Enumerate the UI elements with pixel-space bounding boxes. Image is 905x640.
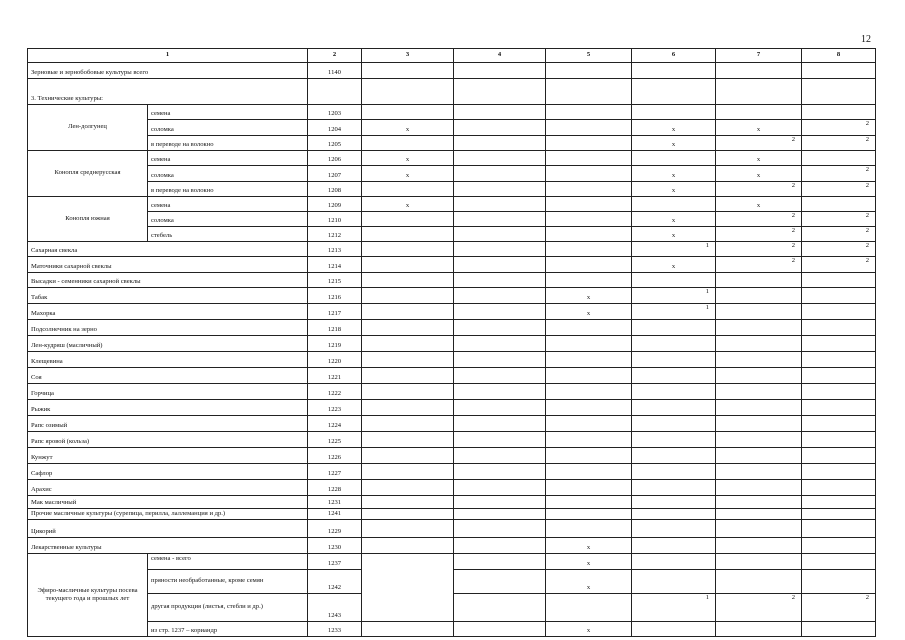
sub-label: соломка <box>148 212 308 227</box>
header-row <box>28 49 876 63</box>
header-col-6: 6 <box>632 49 716 63</box>
table-row <box>28 416 876 432</box>
cell-mark: 2 <box>716 594 802 622</box>
row-code: 1210 <box>308 212 362 227</box>
cell-mark: x <box>632 182 716 197</box>
row-code: 1205 <box>308 136 362 151</box>
cell-mark: x <box>716 120 802 136</box>
sub-label: семена <box>148 151 308 166</box>
row-label: Соя <box>28 368 308 384</box>
table-row <box>28 105 876 120</box>
table-row <box>28 448 876 464</box>
row-label: Табак <box>28 288 308 304</box>
row-code: 1229 <box>308 520 362 538</box>
sub-label: семена <box>148 197 308 212</box>
table-row <box>28 336 876 352</box>
header-col-4: 4 <box>454 49 546 63</box>
table-row <box>28 554 876 570</box>
sub-label: из стр. 1237 – кориандр <box>148 622 308 637</box>
cell-mark: x <box>362 120 454 136</box>
cell-mark: x <box>716 197 802 212</box>
row-code: 1221 <box>308 368 362 384</box>
row-label: Прочие масличные культуры (сурепица, перилла, лаллеманция и др.) <box>28 509 308 520</box>
row-code: 1216 <box>308 288 362 304</box>
table-row <box>28 496 876 509</box>
row-code: 1237 <box>308 554 362 570</box>
row-code: 1225 <box>308 432 362 448</box>
row-label: Рапс озимый <box>28 416 308 432</box>
row-label: Лен-кудряш (масличный) <box>28 336 308 352</box>
row-label: Подсолнечник на зерно <box>28 320 308 336</box>
cell-mark: x <box>632 136 716 151</box>
row-label: Лекарственные культуры <box>28 538 308 554</box>
table-row <box>28 352 876 368</box>
row-code: 1227 <box>308 464 362 480</box>
table-row <box>28 538 876 554</box>
row-label: Сафлор <box>28 464 308 480</box>
row-code: 1213 <box>308 242 362 257</box>
table-row <box>28 227 876 242</box>
table-row <box>28 257 876 273</box>
row-code: 1220 <box>308 352 362 368</box>
cell-mark: 1 <box>632 594 716 622</box>
cell-mark: 2 <box>716 136 802 151</box>
row-code: 1241 <box>308 509 362 520</box>
row-label: Маточники сахарной свеклы <box>28 257 308 273</box>
row-code: 1226 <box>308 448 362 464</box>
cell-mark: 2 <box>716 212 802 227</box>
table-row <box>28 400 876 416</box>
cell-mark: x <box>632 227 716 242</box>
row-code: 1222 <box>308 384 362 400</box>
row-label: Махорка <box>28 304 308 320</box>
cell-mark: x <box>716 151 802 166</box>
header-col-8: 8 <box>802 49 876 63</box>
sub-label: стебель <box>148 227 308 242</box>
sub-label: семена <box>148 105 308 120</box>
cell-mark: 2 <box>716 242 802 257</box>
table-row <box>28 509 876 520</box>
row-label: Рыжик <box>28 400 308 416</box>
sub-label: другая продукция (листья, стебли и др.) <box>148 594 308 622</box>
cell-mark: x <box>546 554 632 570</box>
table-row <box>28 212 876 227</box>
row-code: 1217 <box>308 304 362 320</box>
group-label: Эфиро-масличные культуры посева текущего года и прошлых лет <box>28 554 148 637</box>
cell-mark: 2 <box>716 182 802 197</box>
sub-label: в переводе на волокно <box>148 136 308 151</box>
row-code: 1224 <box>308 416 362 432</box>
table-row <box>28 520 876 538</box>
cell-mark: x <box>362 197 454 212</box>
row-code: 1228 <box>308 480 362 496</box>
row-code: 1243 <box>308 594 362 622</box>
row-code: 1233 <box>308 622 362 637</box>
row-label: Мак масличный <box>28 496 308 509</box>
row-code: 1231 <box>308 496 362 509</box>
table-row <box>28 432 876 448</box>
row-code: 1212 <box>308 227 362 242</box>
cell-mark: x <box>546 622 632 637</box>
row-code: 1219 <box>308 336 362 352</box>
table-row <box>28 120 876 136</box>
cell-mark: 2 <box>802 166 876 182</box>
row-code: 1230 <box>308 538 362 554</box>
cell-mark: 2 <box>802 257 876 273</box>
group-label: Конопля среднерусская <box>28 151 148 197</box>
cell-mark: 2 <box>802 594 876 622</box>
cell-mark: 2 <box>802 227 876 242</box>
sub-label: семена - всего <box>148 554 308 570</box>
cell-mark: 2 <box>802 182 876 197</box>
row-code: 1209 <box>308 197 362 212</box>
row-label: Сахарная свекла <box>28 242 308 257</box>
cell-mark: x <box>362 166 454 182</box>
cell-mark: 2 <box>802 242 876 257</box>
cell-mark: 2 <box>802 120 876 136</box>
table-row <box>28 197 876 212</box>
header-col-2: 2 <box>308 49 362 63</box>
section-title: 3. Технические культуры: <box>28 79 308 105</box>
row-code: 1204 <box>308 120 362 136</box>
header-col-3: 3 <box>362 49 454 63</box>
table-row <box>28 79 876 105</box>
table-row <box>28 384 876 400</box>
table-row <box>28 288 876 304</box>
cell-mark: x <box>632 257 716 273</box>
group-label: Лен-долгунец <box>28 105 148 151</box>
row-code: 1218 <box>308 320 362 336</box>
cell-mark: x <box>546 570 632 594</box>
sub-label: в переводе на волокно <box>148 182 308 197</box>
row-label: Клещевина <box>28 352 308 368</box>
table-row <box>28 63 876 79</box>
table-row <box>28 151 876 166</box>
table-row <box>28 273 876 288</box>
header-col-1: 1 <box>28 49 308 63</box>
cell-mark: 1 <box>632 242 716 257</box>
header-col-5: 5 <box>546 49 632 63</box>
page-number: 12 <box>861 34 871 45</box>
row-label: Высадки - семенники сахарной свеклы <box>28 273 308 288</box>
row-label: Арахис <box>28 480 308 496</box>
table-row <box>28 320 876 336</box>
report-table <box>27 48 876 637</box>
row-code: 1206 <box>308 151 362 166</box>
table-row <box>28 464 876 480</box>
table-row <box>28 304 876 320</box>
row-label: Рапс яровой (кольза) <box>28 432 308 448</box>
sub-label: пряности необработанные, кроме семян <box>148 570 308 594</box>
row-code: 1207 <box>308 166 362 182</box>
cell-mark: 2 <box>802 212 876 227</box>
cell-mark: 2 <box>716 257 802 273</box>
table-row <box>28 622 876 637</box>
table-row <box>28 136 876 151</box>
row-code: 1215 <box>308 273 362 288</box>
row-code: 1214 <box>308 257 362 273</box>
cell-mark: 1 <box>632 304 716 320</box>
cell-mark: x <box>546 304 632 320</box>
table-row <box>28 368 876 384</box>
header-col-7: 7 <box>716 49 802 63</box>
row-label: Кунжут <box>28 448 308 464</box>
sub-label: соломка <box>148 120 308 136</box>
cell-mark: x <box>632 120 716 136</box>
cell-mark: 2 <box>716 227 802 242</box>
sub-label: соломка <box>148 166 308 182</box>
row-code: 1208 <box>308 182 362 197</box>
row-label: Цикорий <box>28 520 308 538</box>
row-label: Горчица <box>28 384 308 400</box>
cell-mark: x <box>632 212 716 227</box>
row-label: Зерновые и зернобобовые культуры всего <box>28 63 308 79</box>
row-code: 1203 <box>308 105 362 120</box>
cell-mark: 1 <box>632 288 716 304</box>
row-code: 1140 <box>308 63 362 79</box>
cell-mark: x <box>546 538 632 554</box>
group-label: Конопля южная <box>28 197 148 242</box>
cell-mark: 2 <box>802 136 876 151</box>
row-code: 1223 <box>308 400 362 416</box>
cell-mark: x <box>362 151 454 166</box>
cell-mark: x <box>546 288 632 304</box>
table-row <box>28 182 876 197</box>
cell-mark: x <box>716 166 802 182</box>
cell-mark: x <box>632 166 716 182</box>
row-code: 1242 <box>308 570 362 594</box>
table-row <box>28 166 876 182</box>
table-row <box>28 480 876 496</box>
table-row <box>28 242 876 257</box>
